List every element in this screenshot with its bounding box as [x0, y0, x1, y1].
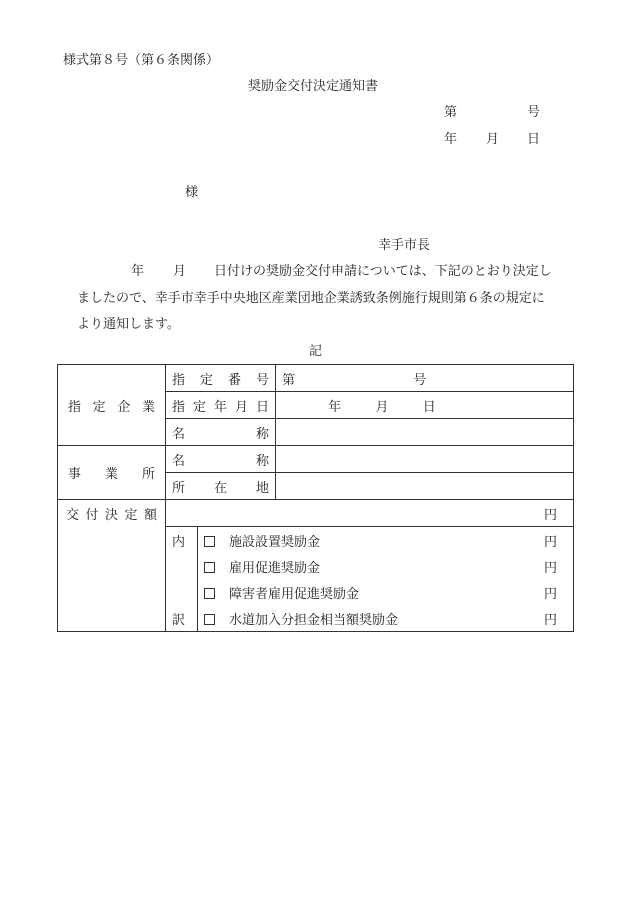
breakdown-item: [198, 553, 574, 579]
breakdown-item-unit: 円: [543, 586, 557, 602]
breakdown-item-label: 水道加入分担金相当額奨励金: [229, 612, 399, 628]
addressee-suffix: 様: [185, 185, 199, 200]
office-name-field: [276, 446, 574, 473]
designation-number-suffix: 号: [413, 372, 427, 388]
body-line-2: ましたので、幸手市幸手中央地区産業団地企業誘致条例施行規則第６条の規定に: [77, 291, 545, 306]
designation-number-prefix: 第: [282, 372, 296, 388]
breakdown-label-spacer: [166, 579, 198, 605]
breakdown-label-top: 内: [166, 527, 198, 554]
designation-date-month: 月: [375, 399, 389, 415]
breakdown-item: [198, 579, 574, 605]
checkbox-icon[interactable]: [204, 614, 215, 625]
designated-company-label: 指 定 企 業: [58, 365, 166, 446]
grant-amount-field: [166, 500, 574, 527]
ki-heading: 記: [309, 344, 323, 359]
issuer: 幸手市長: [378, 238, 431, 253]
breakdown-label-spacer: [166, 553, 198, 579]
designation-number-label: 指 定 番 号: [166, 365, 276, 392]
doc-number-suffix: 号: [527, 105, 541, 120]
doc-number-prefix: 第: [444, 105, 458, 120]
office-location-label: 所 在 地: [166, 473, 276, 500]
checkbox-icon[interactable]: [204, 588, 215, 599]
breakdown-item: [198, 605, 574, 632]
office-label: 事 業 所: [58, 446, 166, 500]
breakdown-label-bottom: 訳: [166, 605, 198, 632]
breakdown-item-label: 施設設置奨励金: [229, 534, 321, 550]
grant-amount-spacer: [58, 527, 166, 632]
breakdown-item-unit: 円: [543, 534, 557, 550]
body-line-3: より通知します。: [77, 317, 180, 332]
designation-number-field: [276, 365, 574, 392]
date-day: 日: [527, 132, 541, 147]
date-year: 年: [444, 132, 458, 147]
breakdown-item-label: 雇用促進奨励金: [229, 560, 321, 576]
document-title: 奨励金交付決定通知書: [248, 79, 379, 94]
body-line-1-month: 月: [173, 264, 187, 279]
breakdown-item-unit: 円: [543, 560, 557, 576]
checkbox-icon[interactable]: [204, 536, 215, 547]
designation-date-year: 年: [328, 399, 342, 415]
designation-date-day: 日: [422, 399, 436, 415]
body-line-1-year: 年: [131, 264, 145, 279]
body-line-1: 日付けの奨励金交付申請については、下記のとおり決定し: [214, 264, 552, 279]
designation-date-field: [276, 392, 574, 419]
company-name-field: [276, 419, 574, 446]
checkbox-icon[interactable]: [204, 562, 215, 573]
designation-date-label: 指 定 年 月 日: [166, 392, 276, 419]
record-table: [57, 364, 574, 632]
breakdown-item-label: 障害者雇用促進奨励金: [229, 586, 360, 602]
breakdown-item: [198, 527, 574, 554]
office-location-field: [276, 473, 574, 500]
office-name-label: 名 称: [166, 446, 276, 473]
breakdown-item-unit: 円: [543, 612, 557, 628]
date-month: 月: [486, 132, 500, 147]
company-name-label: 名 称: [166, 419, 276, 446]
grant-amount-unit: 円: [543, 507, 557, 523]
form-number: 様式第８号（第６条関係）: [63, 53, 220, 68]
grant-amount-label: 交 付 決 定 額: [58, 500, 166, 527]
